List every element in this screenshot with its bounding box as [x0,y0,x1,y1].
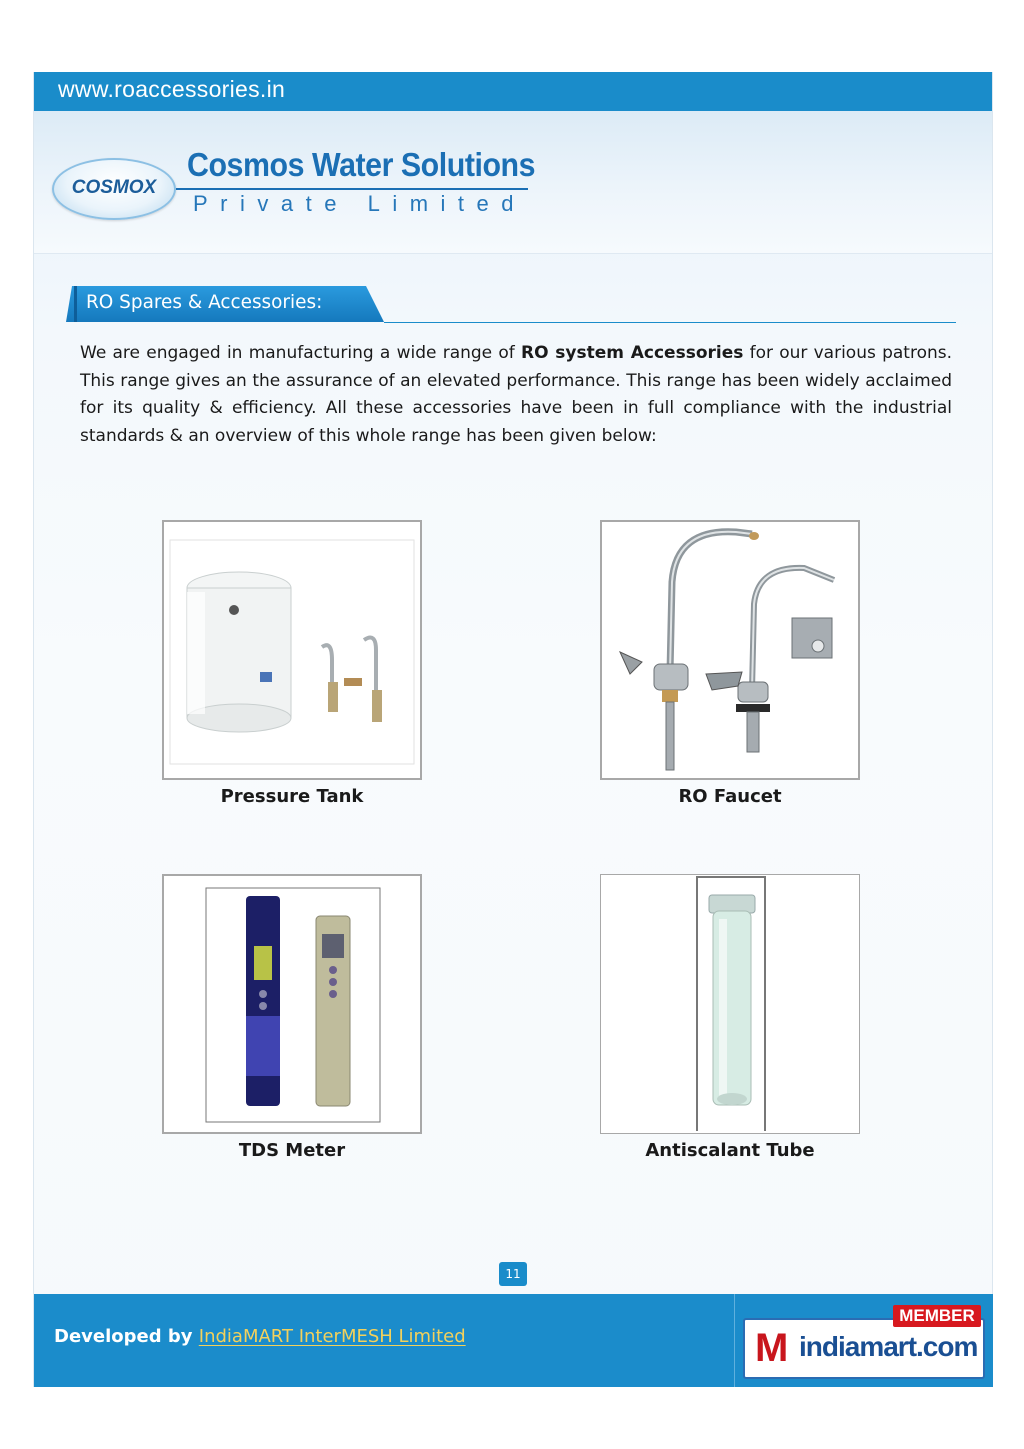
page-number: 11 [499,1262,527,1286]
indiamart-member-badge[interactable] [734,1294,993,1387]
footer-banner [34,1294,992,1387]
indiamart-logo-box [743,1318,985,1379]
intro-text-end: for our various patrons. This range gives an the assurance of an elevated performance. This range has been widely acclaimed for its quality & efficiency. All these accessories have been in full compliance with the industrial standards & an overview of this whole range has been given below: [80,343,953,446]
indiamart-m-logo: M [755,1326,789,1370]
product-label-tds-meter: TDS Meter [238,1140,346,1161]
section-rule [384,322,956,323]
developed-by-label: Developed by [54,1326,199,1347]
intro-paragraph [80,340,952,450]
developer-link[interactable]: IndiaMART InterMESH Limited [198,1326,466,1347]
product-label-pressure-tank: Pressure Tank [220,786,364,807]
logo-text: COSMOX [71,177,157,198]
company-subtitle: Private Limited [193,191,527,216]
member-tag: MEMBER [893,1305,981,1327]
indiamart-site-name: indiamart.com [799,1331,978,1362]
company-name-underline [176,188,528,190]
intro-text-start: We are engaged in manufacturing a wide range of [80,343,521,363]
product-label-ro-faucet: RO Faucet [678,786,782,807]
developed-by-line [54,1326,466,1347]
document-page [33,72,993,1387]
product-image-pressure-tank [162,520,422,780]
intro-text-bold: RO system Accessories [521,343,744,363]
product-image-antiscalant-tube [600,874,860,1134]
product-label-antiscalant-tube: Antiscalant Tube [645,1140,815,1161]
product-image-ro-faucet [600,520,860,780]
site-url[interactable]: www.roaccessories.in [58,76,286,102]
tds-meter-illustration [164,876,420,1132]
cosmox-logo [52,158,176,220]
pressure-tank-illustration [164,522,420,778]
ro-faucet-illustration [602,522,858,778]
antiscalant-tube-illustration [601,875,857,1131]
top-banner [34,72,992,111]
product-image-tds-meter [162,874,422,1134]
section-title: RO Spares & Accessories: [86,291,323,313]
company-name: Cosmos Water Solutions [187,146,536,183]
